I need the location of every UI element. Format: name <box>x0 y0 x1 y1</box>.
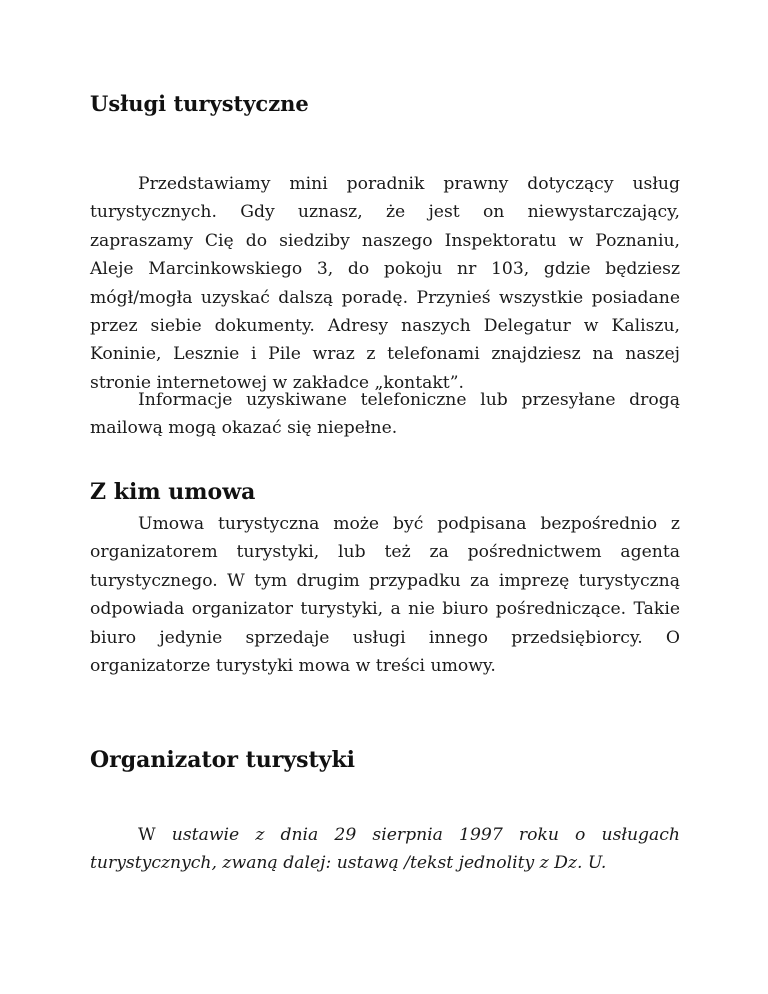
heading-organizator-turystyki: Organizator turystyki <box>90 747 356 773</box>
paragraph-umowa: Umowa turystyczna może być podpisana bezpośrednio z organizatorem turystyki, lub też za pośrednictwem agenta turystycznego. W tym drugim przypadku za imprezę turystyczną odpowiada organizator turystyki, a nie biuro pośredniczące. Takie biuro jedynie sprzedaje usługi innego przedsiębiorcy. O organizatorze turystyki mowa w treści umowy. <box>90 514 680 677</box>
paragraph-ustawa-lead: W <box>138 825 172 845</box>
heading-z-kim-umowa: Z kim umowa <box>90 479 256 505</box>
paragraph-ustawa-italic: ustawie z dnia 29 sierpnia 1997 roku o usługach turystycznych, zwaną dalej: ustawą /tekst jednolity z Dz. U. <box>90 825 680 874</box>
heading-uslugi-turystyczne: Usługi turystyczne <box>90 91 309 116</box>
paragraph-intro: Przedstawiamy mini poradnik prawny dotyczący usług turystycznych. Gdy uznasz, że jest on niewystarczający, zapraszamy Cię do siedziby naszego Inspektoratu w Poznaniu, Aleje Marcinkowskiego 3, do pokoju nr 103, gdzie będziesz mógł/mogła uzyskać dalszą poradę. Przynieś wszystkie posiadane przez siebie dokumenty. Adresy naszych Delegatur w Kaliszu, Koninie, Lesznie i Pile wraz z telefonami znajdziesz na naszej stronie internetowej w zakładce „kontakt”. <box>90 174 680 393</box>
paragraph-info-note: Informacje uzyskiwane telefoniczne lub przesyłane drogą mailową mogą okazać się niepełne. <box>90 390 680 439</box>
paragraph-ustawa <box>90 821 680 878</box>
